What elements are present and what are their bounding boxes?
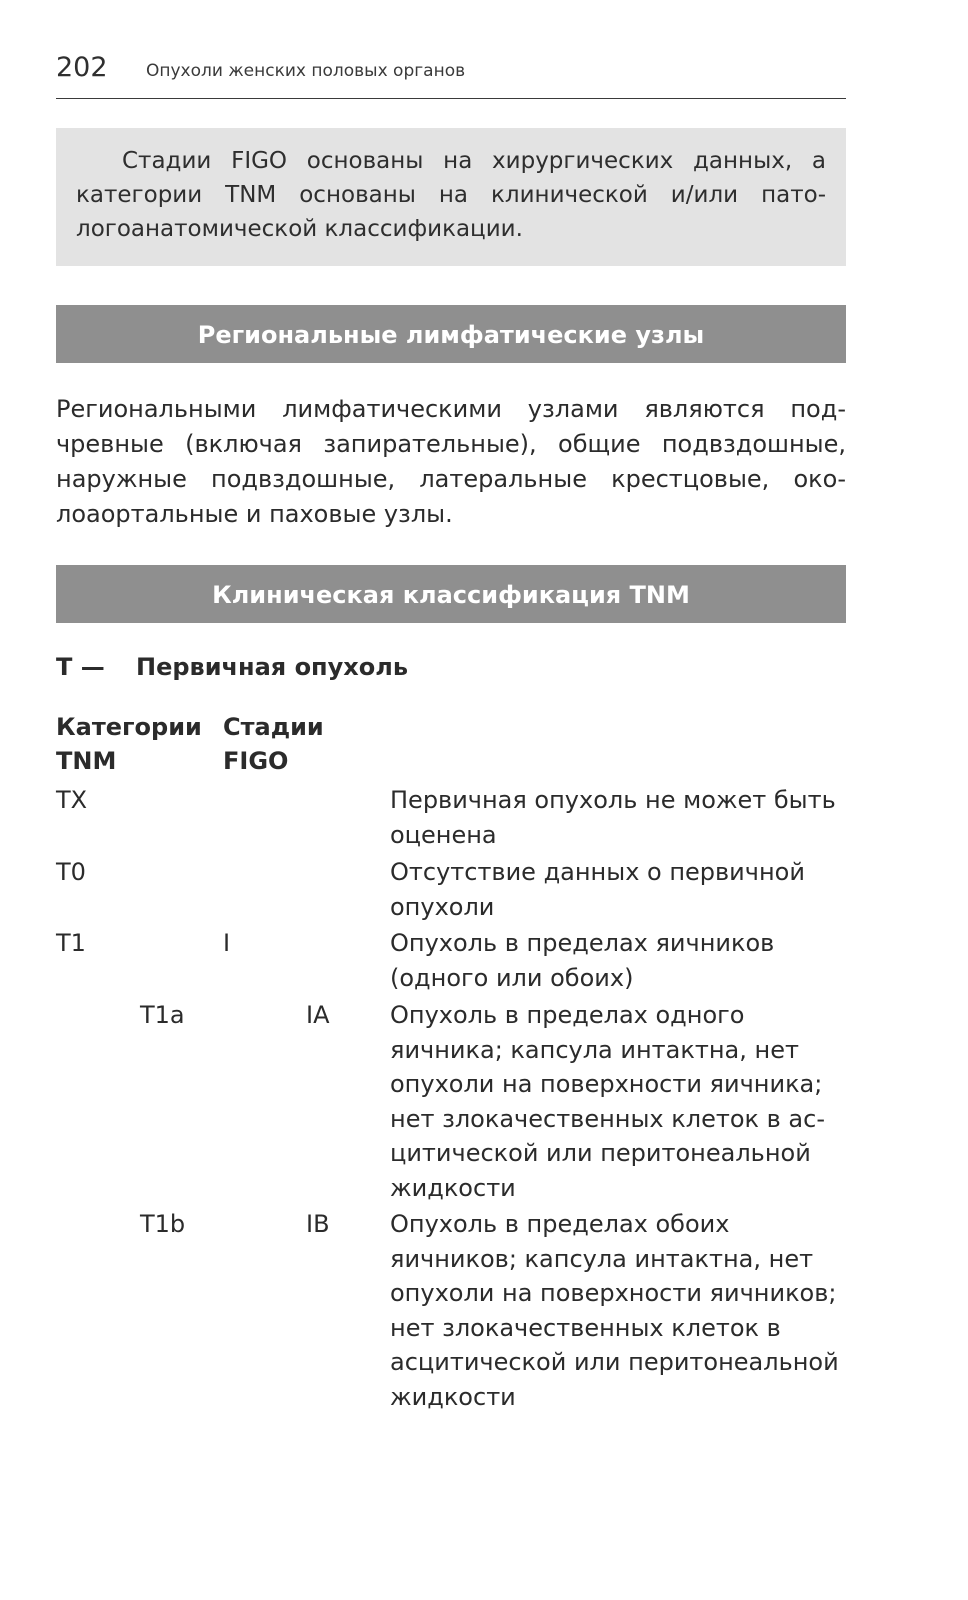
section-heading-clinical-tnm: Клиническая классификация TNM [56,565,846,623]
column-header-figo-line1: Стадии [223,713,324,741]
tnm-code: TX [56,786,88,814]
note-text: Стадии FIGO основаны на хирургических данных, а категории TNM основаны на клинической и/или патологоанатомической классификации. [76,148,826,242]
section-heading-regional-lymph-nodes: Региональные лимфатические узлы [56,305,846,363]
page-number: 202 [56,52,108,83]
column-header-tnm-line2: TNM [56,747,117,775]
category-description: Опухоль в пределах обоих яичников; капсула интактна, нет опухоли на поверхности яичников; нет злокачественных клеток в асцитической или перитонеальной жидкости [390,1210,839,1411]
figo-stage: IA [306,1001,330,1029]
running-title: Опухоли женских половых органов [146,61,466,81]
category-description: Опухоль в пределах одного яичника; капсула интактна, нет опухоли на поверхности яичника; нет злокачественных клеток в асцитической или перитонеальной жидкости [390,1001,825,1202]
regional-lymph-nodes-paragraph: Региональными лимфатическими узлами являются подчревные (включая запирательные), общие подвздошные, наружные подвздошные, латеральные крестцовые, околоаортальные и паховые узлы. [56,395,846,528]
column-header-tnm [56,710,202,778]
tnm-code: T1b [140,1210,186,1238]
tnm-code: T1a [140,1001,185,1029]
tnm-code: T1 [56,929,86,957]
column-header-figo [223,710,324,778]
column-header-figo-line2: FIGO [223,747,289,775]
tnm-code: T0 [56,858,86,886]
t-category-letter: T — [56,653,105,681]
category-description: Первичная опухоль не может быть оценена [390,786,836,849]
column-header-tnm-line1: Категории [56,713,202,741]
primary-tumor-heading [56,650,408,684]
primary-tumor-title: Первичная опухоль [136,653,409,681]
note-box [56,128,846,266]
category-description: Опухоль в пределах яичников (одного или обоих) [390,929,775,992]
figo-stage: I [223,929,231,957]
category-description: Отсутствие данных о первичной опухоли [390,858,805,921]
page-header [56,50,846,99]
figo-stage: IB [306,1210,330,1238]
